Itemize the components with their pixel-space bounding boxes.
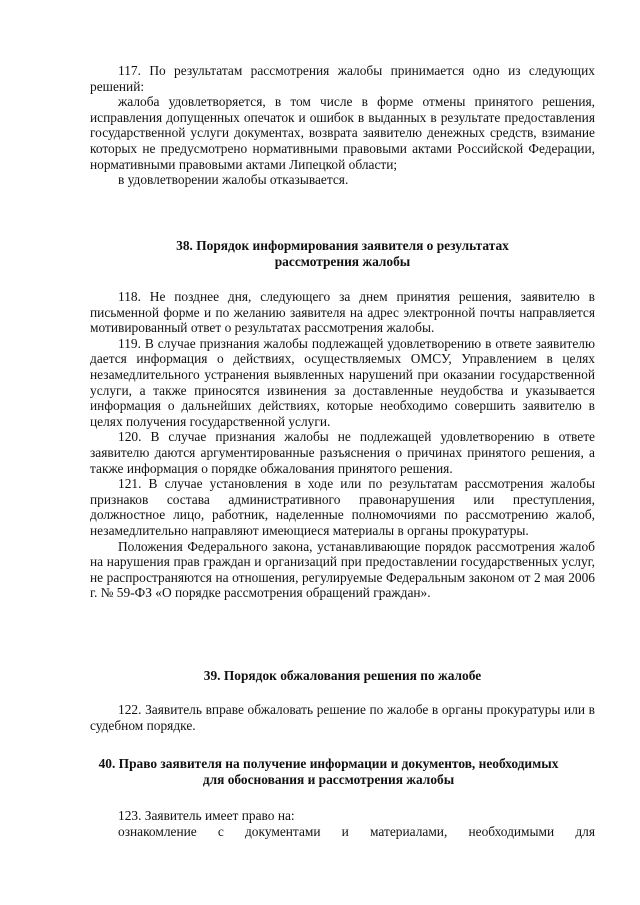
- paragraph-120: 120. В случае признания жалобы не подлежащей удовлетворению в ответе заявителю даются аргументированные разъяснения о причинах принятого решения, а также информация о порядке обжалования принятого решения.: [90, 429, 595, 476]
- heading-38-line-1: 38. Порядок информирования заявителя о результатах: [176, 238, 509, 253]
- paragraph-119: 119. В случае признания жалобы подлежащей удовлетворению в ответе заявителю дается информация о действиях, осуществляемых ОМСУ, Управлением в целях незамедлительного устранения выявленных нарушений при оказании государственной услуги, а также приносятся извинения за доставленные неудобства и указывается информация о дальнейших действиях, которые необходимо совершить заявителю в целях получения государственной услуги.: [90, 335, 595, 429]
- paragraph-123: 123. Заявитель имеет право на:: [118, 808, 295, 823]
- paragraph-121-note: Положения Федерального закона, устанавливающие порядок рассмотрения жалоб на нарушения прав граждан и организаций при предоставлении государственных услуг, не распространяются на отношения, регулируемые Федеральным законом от 2 мая 2006 г. № 59-ФЗ «О порядке рассмотрения обращений граждан».: [90, 538, 595, 601]
- paragraph-117: 117. По результатам рассмотрения жалобы принимается одно из следующих решений:: [90, 63, 595, 94]
- heading-39: [90, 668, 595, 684]
- heading-39-text: 39. Порядок обжалования решения по жалобе: [203, 668, 482, 683]
- sections-118-121: [90, 289, 595, 601]
- heading-38-line-2: рассмотрения жалобы: [274, 253, 411, 269]
- section-123: [90, 808, 595, 839]
- paragraph-121: 121. В случае установления в ходе или по результатам рассмотрения жалобы признаков состава административного правонарушения или преступления, должностное лицо, работник, наделенные полномочиями по рассмотрению жалоб, незамедлительно направляют имеющиеся материалы в органы прокуратуры.: [90, 476, 595, 538]
- paragraph-122: 122. Заявитель вправе обжаловать решение по жалобе в органы прокуратуры или в судебном порядке.: [90, 702, 595, 733]
- heading-40: [62, 756, 595, 787]
- paragraph-117-option-2: в удовлетворении жалобы отказывается.: [118, 172, 349, 188]
- heading-38: [90, 238, 595, 269]
- paragraph-117-option-1: жалоба удовлетворяется, в том числе в форме отмены принятого решения, исправления допущенных опечаток и ошибок в выданных в результате предоставления государственной услуги документах, возврата заявителю денежных средств, взимание которых не предусмотрено нормативными правовыми актами Российской Федерации, нормативными правовыми актами Липецкой области;: [90, 94, 595, 172]
- paragraph-118: 118. Не позднее дня, следующего за днем принятия решения, заявителю в письменной форме и по желанию заявителя на адрес электронной почты направляется мотивированный ответ о результатах рассмотрения жалобы.: [90, 289, 595, 336]
- heading-40-line-1: 40. Право заявителя на получение информации и документов, необходимых: [98, 756, 559, 771]
- paragraph-123-item-1: ознакомление с документами и материалами, необходимыми для: [118, 823, 595, 839]
- section-122: [90, 702, 595, 733]
- section-117: [90, 63, 595, 188]
- heading-40-line-2: для обоснования и рассмотрения жалобы: [202, 771, 455, 787]
